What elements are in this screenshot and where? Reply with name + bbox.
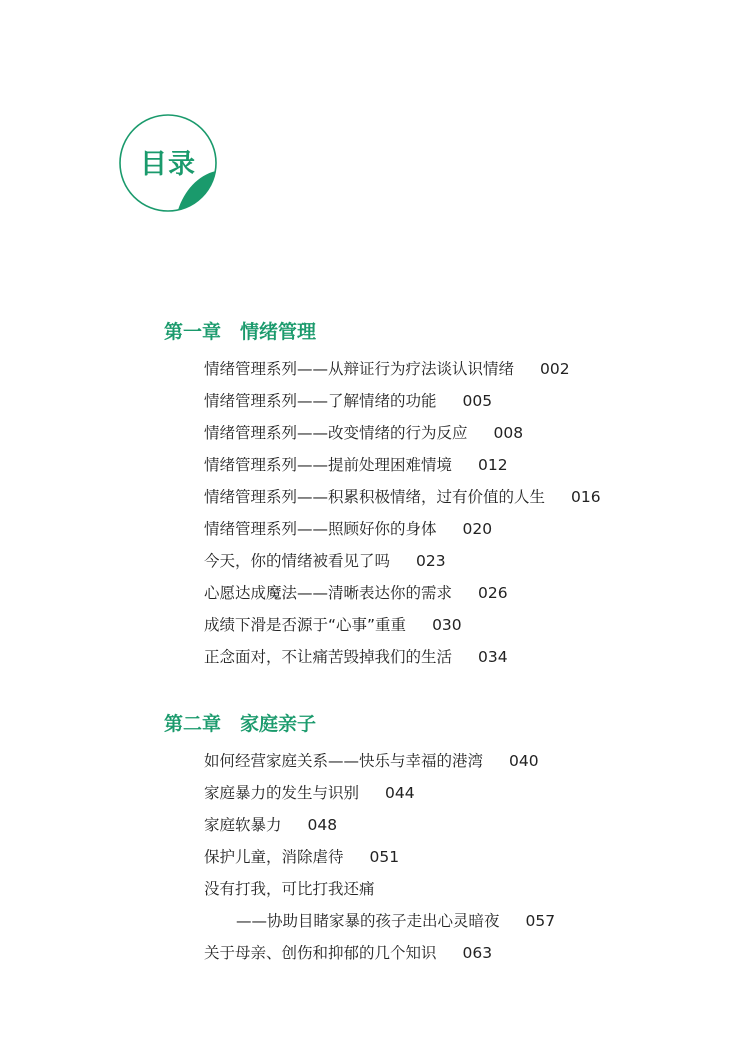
toc-entry[interactable]	[204, 391, 492, 411]
entry-title: 保护儿童，消除虐待	[204, 848, 344, 866]
toc-entry-subtitle[interactable]	[236, 911, 555, 931]
entry-page-number: 030	[432, 616, 462, 634]
toc-entry[interactable]	[204, 519, 492, 539]
entry-page-number: 057	[525, 912, 556, 930]
entry-page-number: 034	[478, 648, 508, 666]
toc-entry[interactable]	[204, 583, 508, 603]
entry-page-number: 008	[493, 424, 524, 442]
toc-entry[interactable]	[204, 751, 539, 771]
entry-page-number: 026	[478, 584, 508, 602]
entry-page-number: 040	[509, 752, 539, 770]
entry-title: 情绪管理系列——照顾好你的身体	[204, 520, 437, 538]
chapter-title: 第二章 家庭亲子	[164, 713, 317, 735]
entry-page-number: 044	[385, 784, 415, 802]
entry-page-number: 020	[462, 520, 493, 538]
entry-page-number: 048	[307, 816, 338, 834]
chapter-title: 第一章 情绪管理	[164, 321, 317, 343]
entry-page-number: 023	[416, 552, 446, 570]
entry-title: ——协助目睹家暴的孩子走出心灵暗夜	[236, 912, 500, 930]
toc-entry[interactable]	[204, 879, 375, 899]
entry-title: 情绪管理系列——了解情绪的功能	[204, 392, 437, 410]
entry-page-number: 016	[571, 488, 601, 506]
entry-title: 没有打我，可比打我还痛	[204, 880, 375, 898]
entry-title: 家庭软暴力	[204, 816, 282, 834]
entry-page-number: 005	[462, 392, 493, 410]
entry-title: 今天，你的情绪被看见了吗	[204, 552, 391, 570]
toc-entry[interactable]	[204, 551, 446, 571]
entry-title: 心愿达成魔法——清晰表达你的需求	[204, 584, 453, 602]
entry-title: 情绪管理系列——从辩证行为疗法谈认识情绪	[204, 360, 515, 378]
toc-entry[interactable]	[204, 423, 523, 443]
toc-entry[interactable]	[204, 783, 415, 803]
entry-title: 正念面对，不让痛苦毁掉我们的生活	[204, 648, 453, 666]
entry-page-number: 012	[478, 456, 508, 474]
entry-title: 如何经营家庭关系——快乐与幸福的港湾	[204, 752, 484, 770]
toc-entry[interactable]	[204, 487, 601, 507]
entry-title: 情绪管理系列——积累积极情绪，过有价值的人生	[204, 488, 546, 506]
toc-entry[interactable]	[204, 815, 337, 835]
entry-page-number: 002	[540, 360, 570, 378]
toc-entry[interactable]	[204, 647, 508, 667]
toc-entry[interactable]	[204, 455, 508, 475]
entry-title: 关于母亲、创伤和抑郁的几个知识	[204, 944, 437, 962]
entry-page-number: 051	[369, 848, 400, 866]
entry-title: 情绪管理系列——改变情绪的行为反应	[204, 424, 468, 442]
entry-title: 家庭暴力的发生与识别	[204, 784, 360, 802]
toc-entry[interactable]	[204, 943, 492, 963]
entry-page-number: 063	[462, 944, 493, 962]
toc-entry[interactable]	[204, 847, 399, 867]
toc-entry[interactable]	[204, 359, 570, 379]
entry-title: 情绪管理系列——提前处理困难情境	[204, 456, 453, 474]
toc-entry[interactable]	[204, 615, 462, 635]
toc-title: 目录	[140, 149, 196, 180]
toc-title-badge	[118, 113, 218, 213]
entry-title: 成绩下滑是否源于“心事”重重	[204, 616, 407, 634]
